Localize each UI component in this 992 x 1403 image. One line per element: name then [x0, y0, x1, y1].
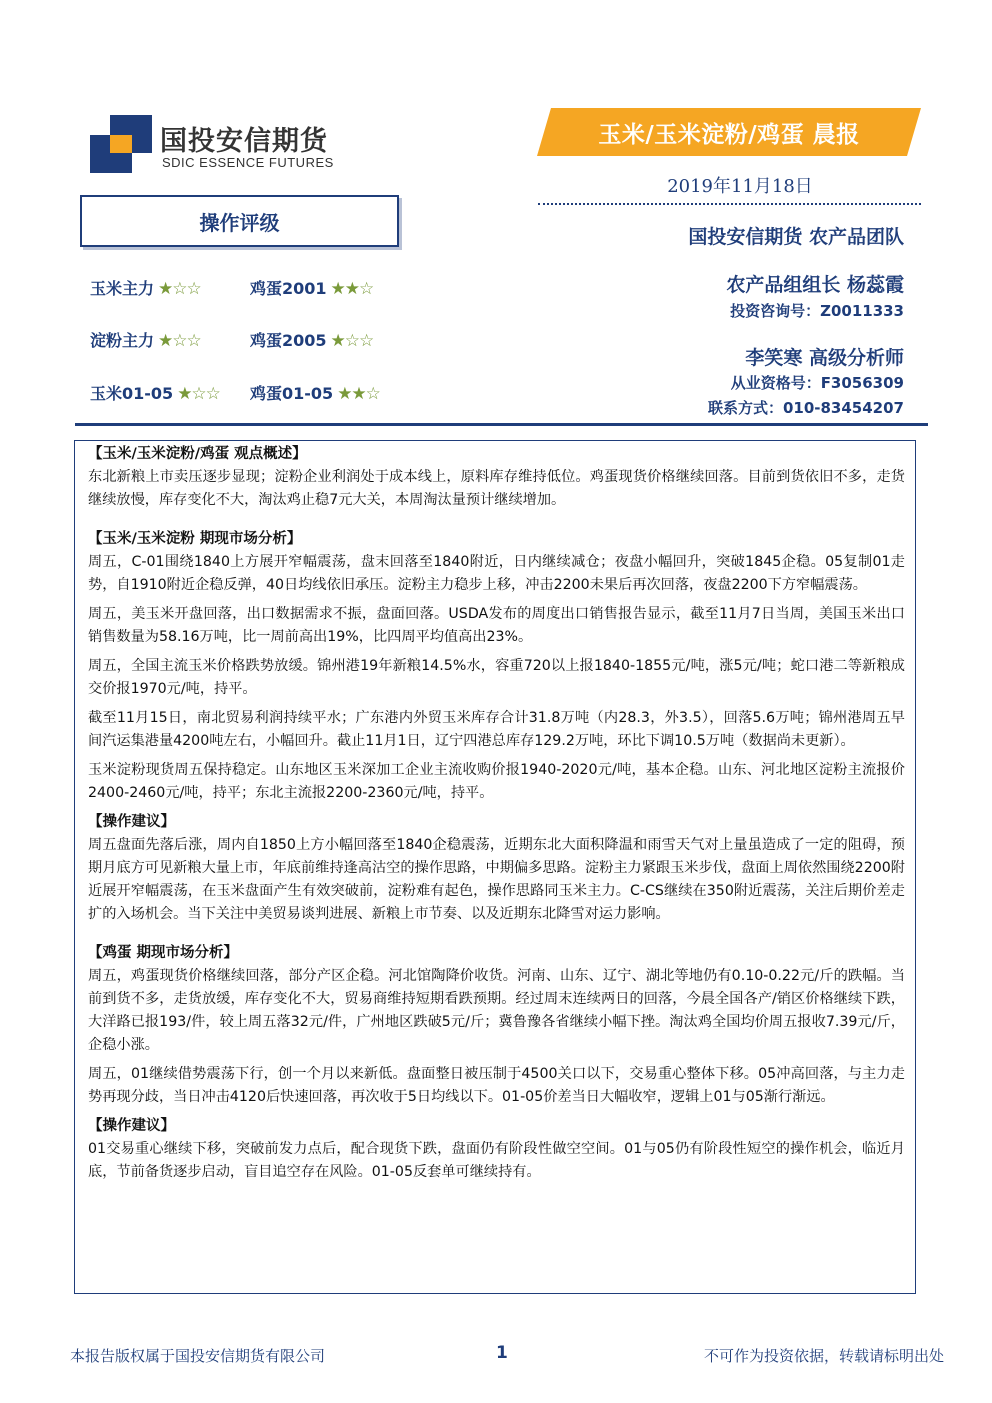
section-heading: 【操作建议】 — [88, 814, 175, 830]
disclaimer-notice: 不可作为投资依据，转载请标明出处 — [703, 1347, 944, 1365]
analyst2-name: 李笑寒 高级分析师 — [745, 347, 904, 369]
report-body — [74, 440, 916, 1294]
paragraph: 周五，鸡蛋现货价格继续回落，部分产区企稳。河北馆陶降价收货。河南、山东、辽宁、湖北等地仍有0.10-0.22元/斤的跌幅。当前到货不多，走货放缓，库存变化不大，贸易商维持短期看跌预期。经过周末连续两日的回落，今晨全国各产/销区价格继续下跌，大洋路已报193/件，较上周五落32元/件，广州地区跌破5元/斤；冀鲁豫各省继续小幅下挫。淘汰鸡全国均价周五报收7.39元/斤，企稳小涨。 — [88, 968, 905, 1053]
star-rating-icon: ★☆☆ — [177, 384, 220, 404]
page-number: 1 — [496, 1343, 508, 1363]
analyst1-license: 投资咨询号：Z0011333 — [730, 302, 904, 320]
paragraph: 东北新粮上市卖压逐步显现；淀粉企业利润处于成本线上，原料库存维持低位。鸡蛋现货价格继续回落。目前到货依旧不多，走货继续放慢，库存变化不大，淘汰鸡止稳7元大关，本周淘汰量预计继续增加。 — [88, 469, 905, 508]
logo-chinese-name: 国投安信期货 — [160, 126, 328, 157]
paragraph: 周五，全国主流玉米价格跌势放缓。锦州港19年新粮14.5%水，容重720以上报1840-1855元/吨，涨5元/吨；蛇口港二等新粮成交价报1970元/吨，持平。 — [88, 658, 905, 697]
rating-title-box: 操作评级 — [80, 195, 399, 247]
analyst2-license: 从业资格号：F3056309 — [730, 374, 904, 392]
report-title: 玉米/玉米淀粉/鸡蛋 晨报 — [598, 121, 860, 148]
rating-row — [90, 381, 380, 404]
star-rating-icon: ★★☆ — [330, 279, 374, 299]
rating-item-name: 鸡蛋2001 — [250, 279, 327, 298]
paragraph: 玉米淀粉现货周五保持稳定。山东地区玉米深加工企业主流收购价报1940-2020元/吨，基本企稳。山东、河北地区淀粉主流报价2400-2460元/吨，持平；东北主流报2200-2360元/吨，持平。 — [88, 762, 905, 801]
paragraph: 截至11月15日，南北贸易利润持续平水；广东港内外贸玉米库存合计31.8万吨（内28.3，外3.5），回落5.6万吨；锦州港周五早间汽运集港量4200吨左右，小幅回升。截止11月1日，辽宁四港总库存129.2万吨，环比下调10.5万吨（数据尚未更新）。 — [88, 710, 905, 749]
logo-mark-icon — [90, 115, 152, 173]
paragraph: 周五，01继续借势震荡下行，创一个月以来新低。盘面整日被压制于4500关口以下，交易重心整体下移。05冲高回落，与主力走势再现分歧，当日冲击4120后快速回落，再次收于5日均线以下。01-05价差当日大幅收窄，逻辑上01与05渐行渐远。 — [88, 1066, 905, 1105]
header-divider — [75, 423, 928, 426]
logo-english-name: SDIC ESSENCE FUTURES — [162, 155, 334, 170]
section-heading: 【玉米/玉米淀粉/鸡蛋 观点概述】 — [88, 446, 307, 462]
report-date: 2019年11月18日 — [667, 176, 813, 197]
rating-item-name: 鸡蛋2005 — [250, 331, 327, 350]
paragraph: 周五盘面先落后涨，周内自1850上方小幅回落至1840企稳震荡，近期东北大面积降温和雨雪天气对上量虽造成了一定的阻碍，预期月底方可见新粮大量上市，年底前维持逢高沽空的操作思路，中期偏多思路。淀粉主力紧跟玉米步伐，盘面上周依然围绕2200附近展开窄幅震荡，在玉米盘面产生有效突破前，淀粉难有起色，操作思路同玉米主力。C-CS继续在350附近震荡，关注后期价差走扩的入场机会。当下关注中美贸易谈判进展、新粮上市节奏、以及近期东北降雪对运力影响。 — [88, 837, 905, 922]
rating-item-name: 玉米01-05 — [90, 384, 174, 403]
section-heading: 【鸡蛋 期现市场分析】 — [88, 945, 239, 961]
rating-item-name: 淀粉主力 — [90, 331, 155, 350]
rating-item-name: 鸡蛋01-05 — [250, 384, 334, 403]
rating-row — [90, 276, 374, 299]
team-name: 国投安信期货 农产品团队 — [688, 226, 904, 248]
section-heading: 【操作建议】 — [88, 1118, 175, 1134]
star-rating-icon: ★☆☆ — [158, 279, 201, 299]
paragraph: 周五，C-01围绕1840上方展开窄幅震荡，盘末回落至1840附近，日内继续减仓；夜盘小幅回升，突破1845企稳。05复制01走势，自1910附近企稳反弹，40日均线依旧承压。淀粉主力稳步上移，冲击2200未果后再次回落，夜盘2200下方窄幅震荡。 — [88, 554, 905, 593]
section-heading: 【玉米/玉米淀粉 期现市场分析】 — [88, 531, 302, 547]
paragraph: 01交易重心继续下移，突破前发力点后，配合现货下跌，盘面仍有阶段性做空空间。01与05仍有阶段性短空的操作机会，临近月底，节前备货逐步启动，盲目追空存在风险。01-05反套单可继续持有。 — [88, 1141, 905, 1180]
paragraph: 周五，美玉米开盘回落，出口数据需求不振，盘面回落。USDA发布的周度出口销售报告显示，截至11月7日当周，美国玉米出口销售数量为58.16万吨，比一周前高出19%，比四周平均值高出23%。 — [88, 606, 905, 645]
analyst1-name: 农产品组组长 杨蕊霞 — [726, 274, 904, 296]
star-rating-icon: ★☆☆ — [158, 331, 201, 351]
star-rating-icon: ★★☆ — [337, 384, 380, 404]
star-rating-icon: ★☆☆ — [330, 331, 374, 351]
analyst2-contact: 联系方式：010-83454207 — [707, 399, 904, 417]
copyright-notice: 本报告版权属于国投安信期货有限公司 — [70, 1347, 326, 1365]
dotted-divider — [538, 203, 921, 205]
company-logo — [90, 115, 350, 175]
rating-row — [90, 328, 374, 351]
rating-item-name: 玉米主力 — [90, 279, 155, 298]
